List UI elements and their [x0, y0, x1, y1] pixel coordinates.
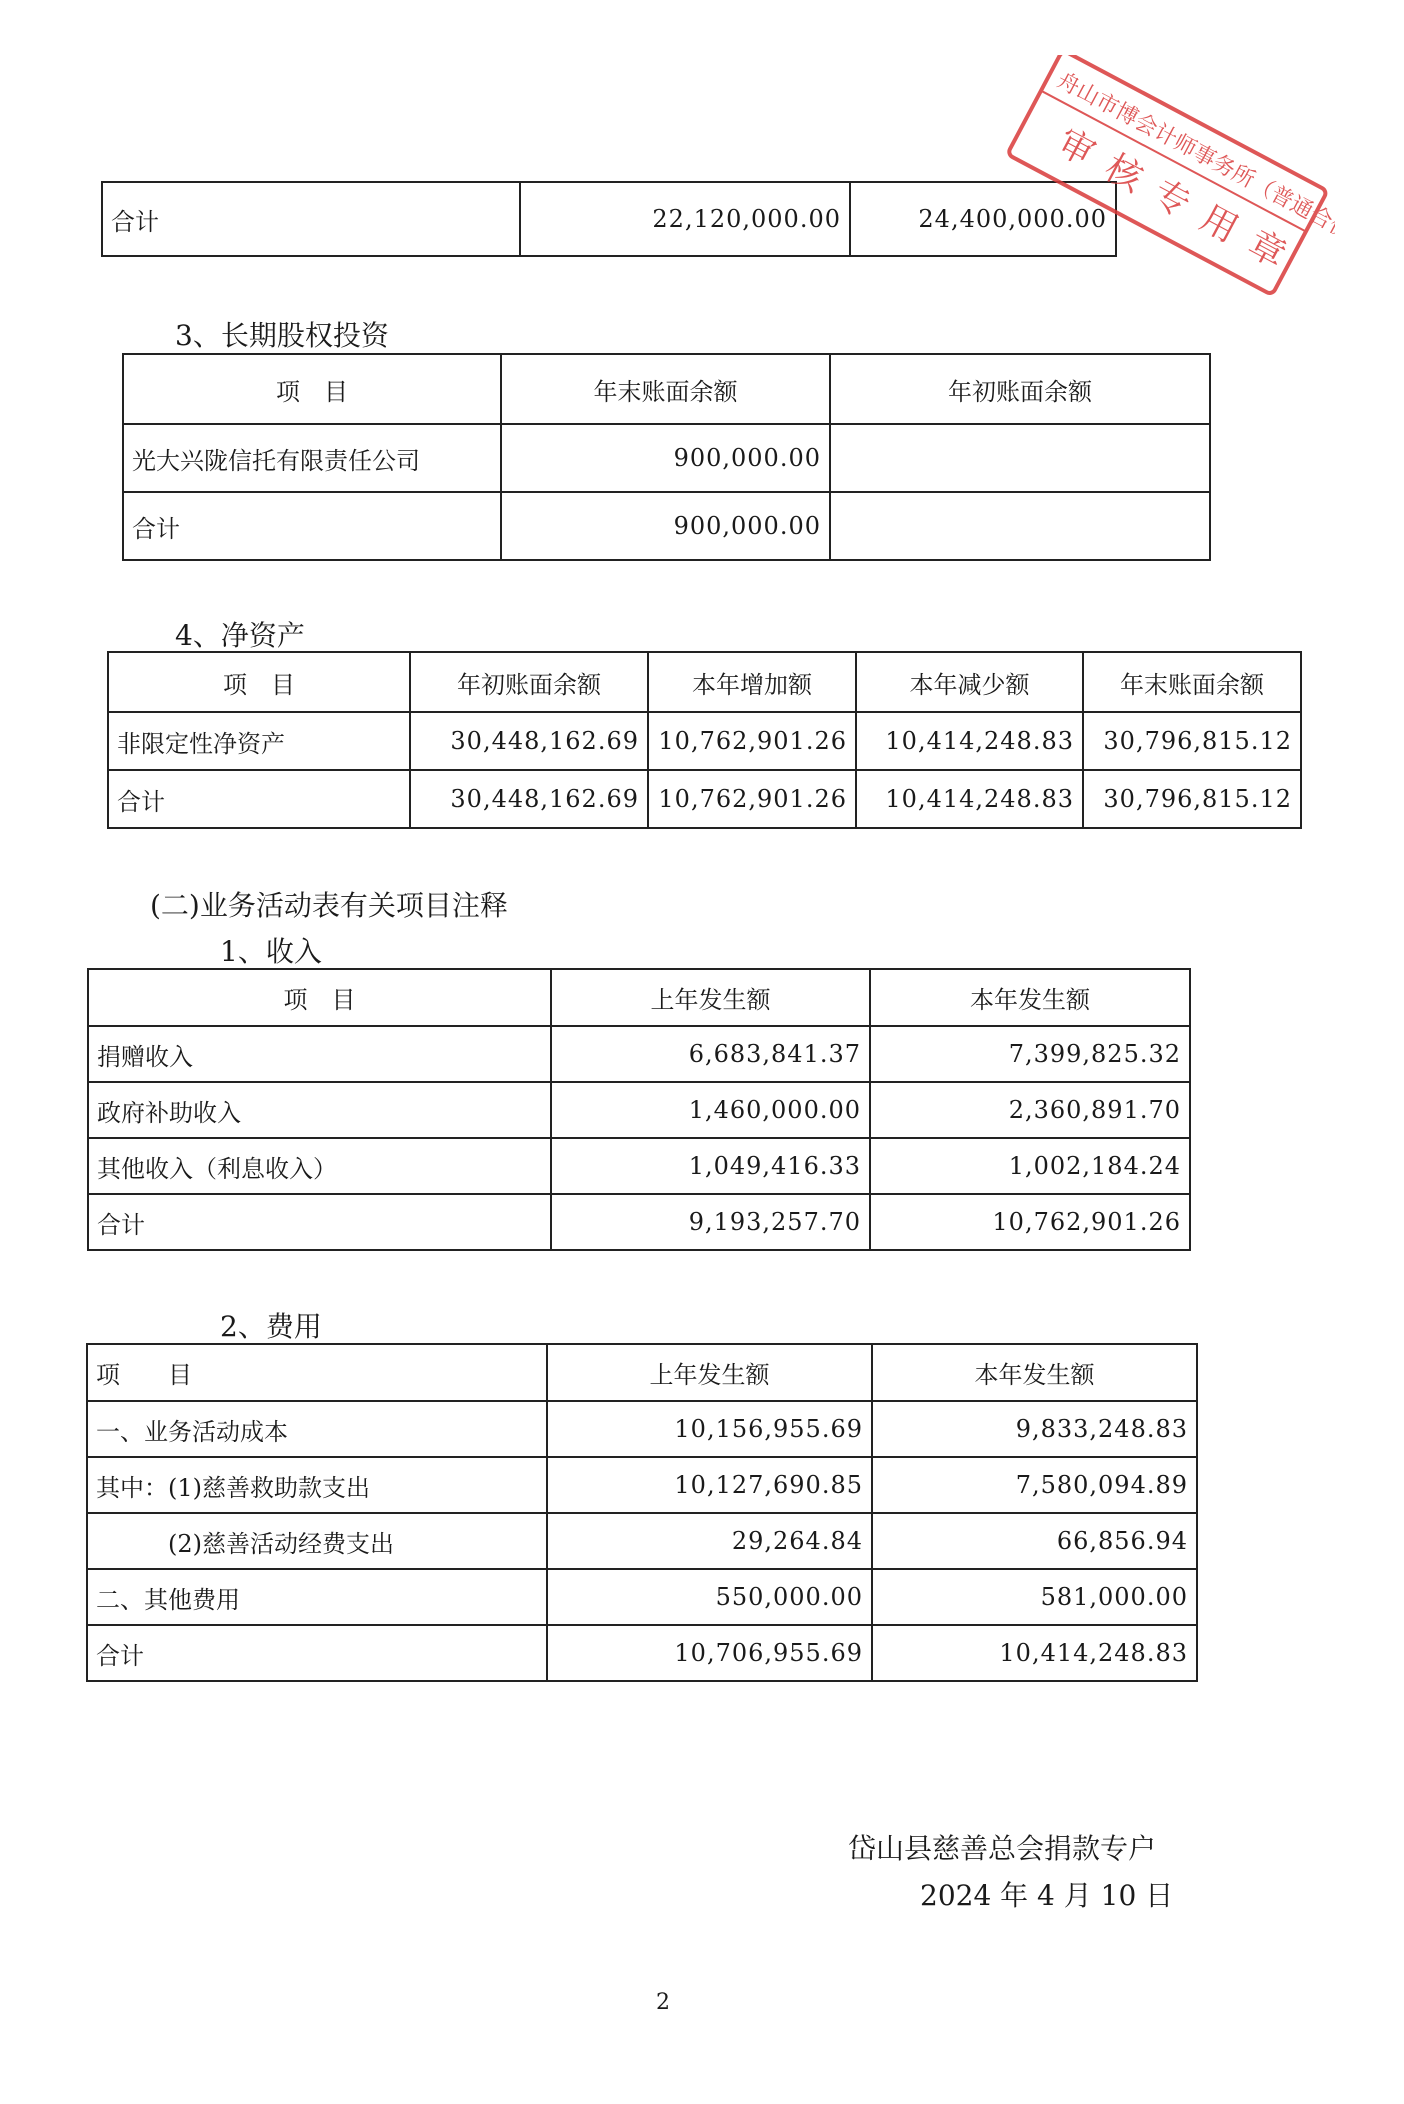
audit-seal-stamp — [995, 55, 1335, 300]
signature-org: 岱山县慈善总会捐款专户 — [848, 1832, 1157, 1865]
cell-value: 30,796,815.12 — [1083, 770, 1301, 828]
income-table — [87, 968, 1191, 1251]
seal-graphic — [995, 55, 1335, 300]
net-assets-table — [107, 651, 1302, 829]
cell-value: 10,706,955.69 — [547, 1625, 872, 1681]
row-label: 一、业务活动成本 — [87, 1401, 547, 1457]
cell-value: 29,264.84 — [547, 1513, 872, 1569]
section-heading-long-term-equity: 3、长期股权投资 — [175, 319, 389, 352]
row-label: 合计 — [102, 182, 520, 256]
section-heading-income: 1、收入 — [220, 935, 322, 968]
row-label: 光大兴陇信托有限责任公司 — [123, 424, 501, 492]
cell-value: 10,156,955.69 — [547, 1401, 872, 1457]
cell-value: 9,833,248.83 — [872, 1401, 1197, 1457]
table-row — [108, 712, 1301, 770]
cell-value — [830, 424, 1210, 492]
cell-value: 1,049,416.33 — [551, 1138, 870, 1194]
column-header: 年初账面余额 — [410, 652, 648, 712]
column-header: 本年增加额 — [648, 652, 856, 712]
cell-value: 10,762,901.26 — [648, 770, 856, 828]
section-heading-net-assets: 4、净资产 — [175, 619, 305, 652]
column-header: 项 目 — [108, 652, 410, 712]
column-header: 项 目 — [123, 354, 501, 424]
column-header: 项 目 — [87, 1344, 547, 1401]
table-row — [87, 1401, 1197, 1457]
column-header: 年初账面余额 — [830, 354, 1210, 424]
table-row — [88, 1194, 1190, 1250]
row-label: 其他收入（利息收入） — [88, 1138, 551, 1194]
cell-value: 1,002,184.24 — [870, 1138, 1190, 1194]
cell-value: 1,460,000.00 — [551, 1082, 870, 1138]
table-row — [108, 770, 1301, 828]
cell-value: 10,414,248.83 — [856, 770, 1083, 828]
carryover-table — [101, 181, 1117, 257]
cell-value: 30,448,162.69 — [410, 770, 648, 828]
long-term-equity-table — [122, 353, 1211, 561]
column-header: 项 目 — [88, 969, 551, 1026]
row-label: (2)慈善活动经费支出 — [87, 1513, 547, 1569]
table-row — [102, 182, 1116, 256]
table-row — [87, 1513, 1197, 1569]
cell-value: 10,414,248.83 — [856, 712, 1083, 770]
expense-table — [86, 1343, 1198, 1682]
section-heading-expense: 2、费用 — [220, 1310, 322, 1343]
cell-value: 581,000.00 — [872, 1569, 1197, 1625]
page-number: 2 — [656, 1990, 670, 2015]
table-row — [123, 492, 1210, 560]
column-header: 上年发生额 — [551, 969, 870, 1026]
column-header: 本年减少额 — [856, 652, 1083, 712]
cell-value: 7,399,825.32 — [870, 1026, 1190, 1082]
cell-value: 30,796,815.12 — [1083, 712, 1301, 770]
cell-value: 30,448,162.69 — [410, 712, 648, 770]
cell-value — [830, 492, 1210, 560]
cell-value: 10,762,901.26 — [648, 712, 856, 770]
cell-value: 2,360,891.70 — [870, 1082, 1190, 1138]
column-header: 年末账面余额 — [501, 354, 830, 424]
table-row — [87, 1569, 1197, 1625]
table-row — [88, 1082, 1190, 1138]
table-row — [123, 424, 1210, 492]
row-label: 合计 — [123, 492, 501, 560]
table-header-row — [87, 1344, 1197, 1401]
cell-value: 66,856.94 — [872, 1513, 1197, 1569]
row-label: 二、其他费用 — [87, 1569, 547, 1625]
cell-value: 9,193,257.70 — [551, 1194, 870, 1250]
row-label: 合计 — [88, 1194, 551, 1250]
cell-value: 7,580,094.89 — [872, 1457, 1197, 1513]
cell-value: 6,683,841.37 — [551, 1026, 870, 1082]
column-header: 年末账面余额 — [1083, 652, 1301, 712]
svg-text:审核专用章: 审核专用章 — [1050, 121, 1309, 285]
column-header: 上年发生额 — [547, 1344, 872, 1401]
svg-text:舟山市博会计师事务所（普通合伙）: 舟山市博会计师事务所（普通合伙） — [1052, 68, 1335, 256]
row-label: 捐赠收入 — [88, 1026, 551, 1082]
cell-value: 10,762,901.26 — [870, 1194, 1190, 1250]
cell-value: 22,120,000.00 — [520, 182, 850, 256]
table-row — [87, 1457, 1197, 1513]
cell-value: 10,414,248.83 — [872, 1625, 1197, 1681]
row-label: 其中：(1)慈善救助款支出 — [87, 1457, 547, 1513]
signature-date: 2024 年 4 月 10 日 — [920, 1879, 1174, 1912]
row-label: 非限定性净资产 — [108, 712, 410, 770]
column-header: 本年发生额 — [870, 969, 1190, 1026]
cell-value: 550,000.00 — [547, 1569, 872, 1625]
table-header-row — [123, 354, 1210, 424]
cell-value: 900,000.00 — [501, 424, 830, 492]
cell-value: 10,127,690.85 — [547, 1457, 872, 1513]
cell-value: 24,400,000.00 — [850, 182, 1116, 256]
table-header-row — [88, 969, 1190, 1026]
cell-value: 900,000.00 — [501, 492, 830, 560]
row-label: 合计 — [108, 770, 410, 828]
table-row — [88, 1138, 1190, 1194]
row-label: 政府补助收入 — [88, 1082, 551, 1138]
table-header-row — [108, 652, 1301, 712]
table-row — [87, 1625, 1197, 1681]
section-heading-activity-notes: (二)业务活动表有关项目注释 — [150, 889, 508, 922]
column-header: 本年发生额 — [872, 1344, 1197, 1401]
table-row — [88, 1026, 1190, 1082]
row-label: 合计 — [87, 1625, 547, 1681]
